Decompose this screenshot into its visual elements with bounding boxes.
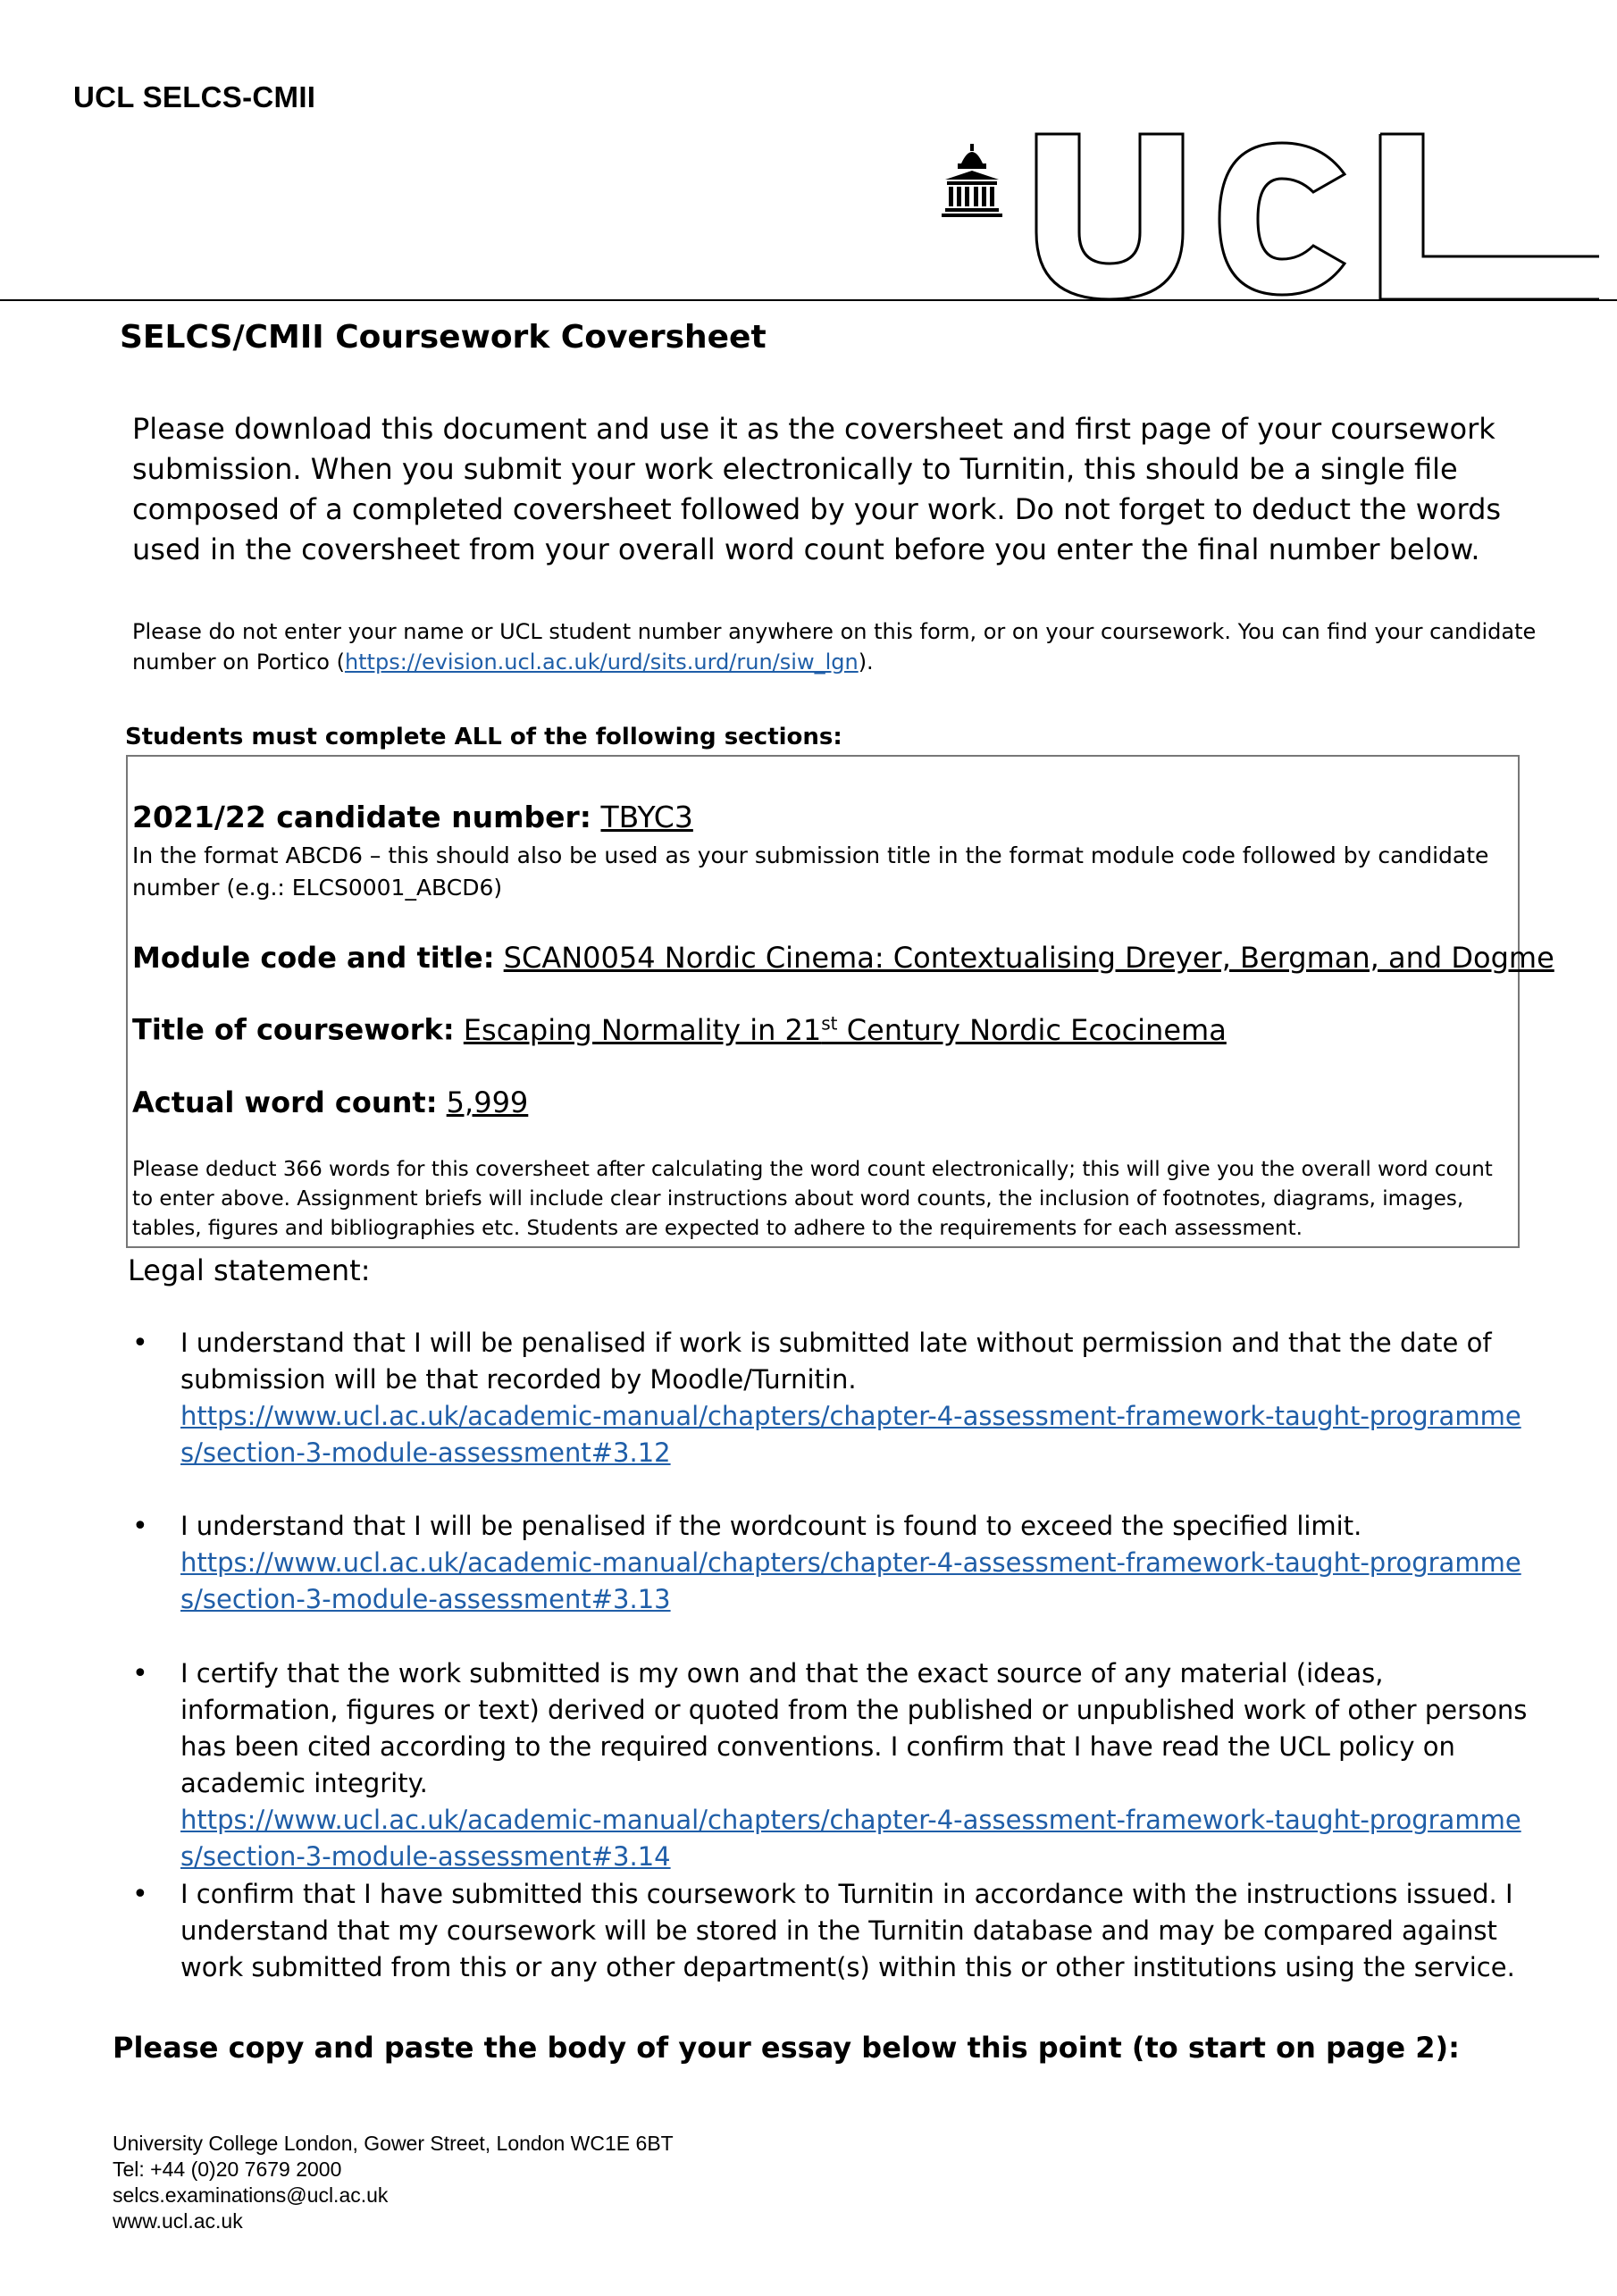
ucl-wordmark [1036, 134, 1599, 299]
word-count-label: Actual word count: [132, 1085, 438, 1119]
ucl-portico-icon [942, 144, 1002, 217]
legal-item-text: I confirm that I have submitted this coursework to Turnitin in accordance with the instructions issued. I understand that my coursework will be stored in the Turnitin database and may be compared against work submitted from this or any other department(s) within this or other institutions using the service. [180, 1879, 1515, 1982]
candidate-number-value[interactable]: TBYC3 [600, 800, 693, 834]
legal-item-text: I understand that I will be penalised if work is submitted late without permission and that the date of submission will be that recorded by Moodle/Turnitin. [180, 1328, 1492, 1395]
sections-heading: Students must complete ALL of the following sections: [125, 724, 842, 750]
header-label: UCL SELCS-CMII [73, 80, 316, 113]
intro-paragraph: Please download this document and use it as the coversheet and first page of your coursework submission. When you submit your work electronically to Turnitin, this should be a single file composed of a completed coversheet followed by your work. Do not forget to deduct the words used in the coversheet from your overall word count before you enter the final number below. [132, 412, 1502, 566]
legal-item-link[interactable]: https://www.ucl.ac.uk/academic-manual/chapters/chapter-4-assessment-framework-taught-programmes/section-3-module-assessment#3.12 [180, 1401, 1521, 1468]
header-rule [0, 299, 1617, 301]
legal-item-text: I certify that the work submitted is my own and that the exact source of any material (ideas, information, figures or text) derived or quoted from the published or unpublished work of other persons has been cited according to the required conventions. I confirm that I have read the UCL policy on academic integrity. [180, 1658, 1528, 1798]
word-count-row [132, 1085, 528, 1119]
coursework-title-label: Title of coursework: [132, 1012, 455, 1047]
bullet-icon: • [132, 1328, 148, 1359]
word-count-value[interactable]: 5,999 [446, 1085, 529, 1119]
candidate-number-hint: In the format ABCD6 – this should also be used as your submission title in the format module code followed by candidate number (e.g.: ELCS0001_ABCD6) [132, 842, 1489, 901]
coursework-title-part: Escaping Normality in 21 [463, 1012, 822, 1047]
footer-email[interactable]: selcs.examinations@ucl.ac.uk [113, 2183, 389, 2207]
bullet-icon: • [132, 1879, 148, 1910]
candidate-number-row [132, 800, 693, 834]
footer-website[interactable]: www.ucl.ac.uk [113, 2209, 243, 2233]
bullet-icon: • [132, 1658, 148, 1689]
bullet-icon: • [132, 1511, 148, 1542]
privacy-note-end: ). [858, 649, 874, 675]
candidate-number-label: 2021/22 candidate number: [132, 800, 591, 834]
legal-item-link[interactable]: https://www.ucl.ac.uk/academic-manual/chapters/chapter-4-assessment-framework-taught-programmes/section-3-module-assessment#3.13 [180, 1547, 1521, 1614]
paste-instruction: Please copy and paste the body of your essay below this point (to start on page 2): [113, 2031, 1460, 2065]
privacy-note-text: Please do not enter your name or UCL student number anywhere on this form, or on your coursework. You can find your candidate number on Portico ( [132, 619, 1537, 675]
legal-item-link[interactable]: https://www.ucl.ac.uk/academic-manual/chapters/chapter-4-assessment-framework-taught-programmes/section-3-module-assessment#3.14 [180, 1805, 1521, 1872]
legal-heading: Legal statement: [128, 1253, 371, 1287]
coursework-title-superscript: st [821, 1012, 838, 1034]
coursework-title-part-end: Century Nordic Ecocinema [837, 1012, 1227, 1047]
footer [113, 2131, 674, 2234]
coursework-title-row [132, 1012, 1227, 1047]
form-title: SELCS/CMII Coursework Coversheet [120, 319, 767, 356]
footer-tel: Tel: +44 (0)20 7679 2000 [113, 2158, 342, 2181]
portico-link[interactable]: https://evision.ucl.ac.uk/urd/sits.urd/run/siw_lgn [344, 649, 859, 675]
coursework-title-value[interactable] [464, 1013, 1227, 1047]
module-label: Module code and title: [132, 941, 495, 975]
ucl-logo [938, 121, 1599, 304]
module-value[interactable]: SCAN0054 Nordic Cinema: Contextualising Dreyer, Bergman, and Dogme [503, 941, 1554, 975]
legal-item-text: I understand that I will be penalised if the wordcount is found to exceed the specified limit. [180, 1511, 1362, 1541]
word-count-deduction-note: Please deduct 366 words for this coversheet after calculating the word count electronically; this will give you the overall word count to enter above. Assignment briefs will include clear instructions about word counts, the inclusion of footnotes, diagrams, images, tables, figures and bibliographies etc. Students are expected to adhere to the requirements for each assessment. [132, 1158, 1493, 1240]
footer-address: University College London, Gower Street, London WC1E 6BT [113, 2132, 674, 2155]
module-row [132, 941, 1554, 975]
privacy-note [132, 616, 1544, 677]
